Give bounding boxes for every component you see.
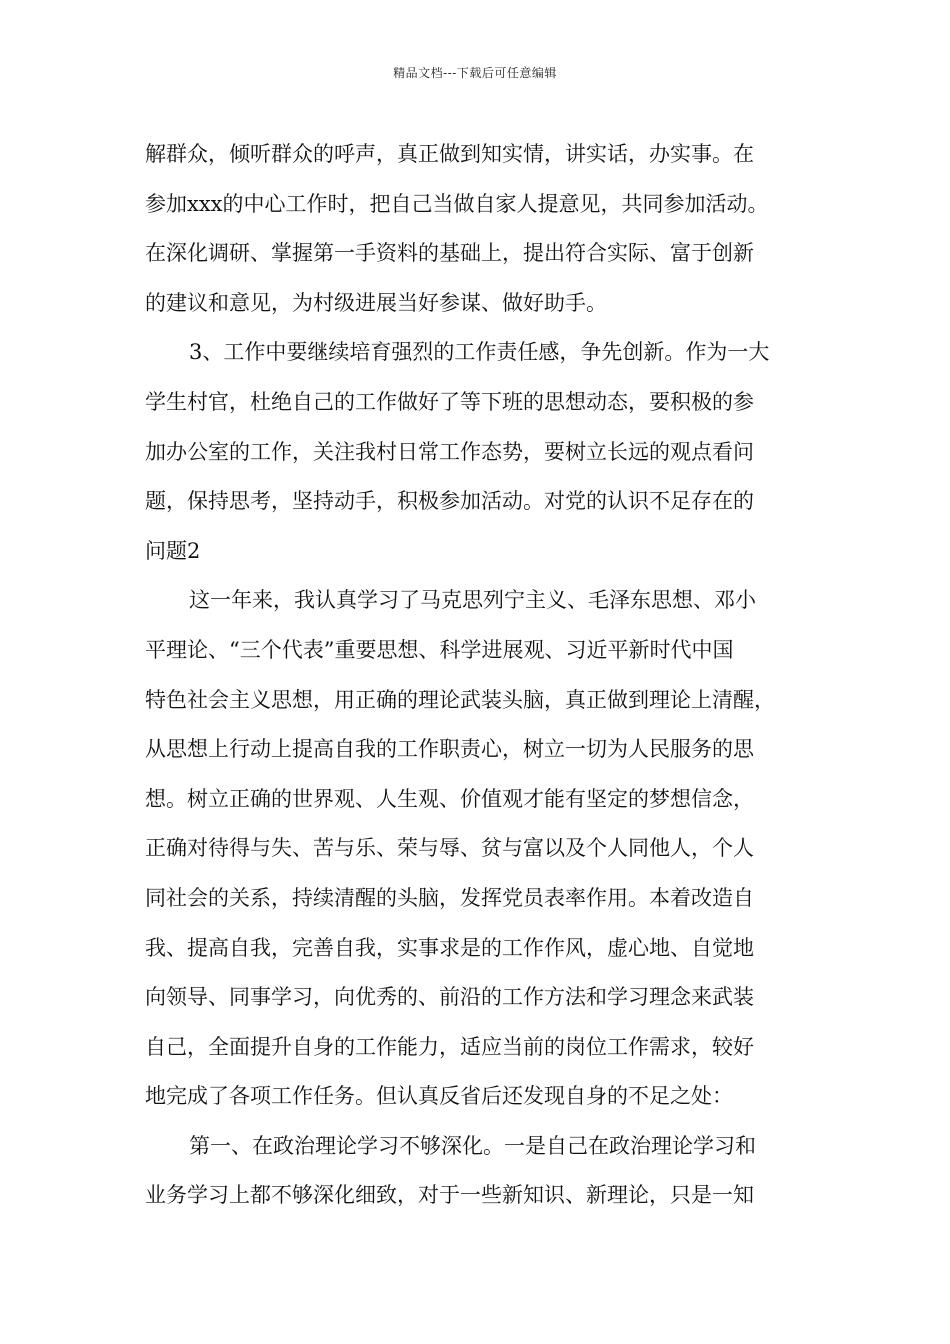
text-line: 地完成了各项工作任务。但认真反省后还发现自身的不足之处： <box>145 1084 733 1109</box>
text-line: 学生村官，杜绝自己的工作做好了等下班的思想动态，要积极的参 <box>145 389 754 414</box>
text-line: 我、提高自我，完善自我，实事求是的工作作风，虚心地、自觉地 <box>145 935 754 960</box>
page-header: 精品文档---下载后可任意编辑 <box>393 66 557 80</box>
text-line: 平理论、“三个代表”重要思想、科学进展观、习近平新时代中国 <box>145 637 734 662</box>
text-line: 问题2 <box>145 538 201 563</box>
text-line: 自己，全面提升自身的工作能力，适应当前的岗位工作需求，较好 <box>145 1034 754 1059</box>
text-line: 业务学习上都不够深化细致，对于一些新知识、新理论，只是一知 <box>145 1183 754 1208</box>
document-body <box>145 130 810 1221</box>
text-line: 特色社会主义思想，用正确的理论武装头脑，真正做到理论上清醒， <box>145 687 775 712</box>
text-line: 同社会的关系，持续清醒的头脑，发挥党员表率作用。本着改造自 <box>145 885 754 910</box>
text-line: 的建议和意见，为村级进展当好参谋、做好助手。 <box>145 290 607 315</box>
text-line: 在深化调研、掌握第一手资料的基础上，提出符合实际、富于创新 <box>145 241 754 266</box>
text-line: 向领导、同事学习，向优秀的、前沿的工作方法和学习理念来武装 <box>145 985 754 1010</box>
text-line: 参加xxx的中心工作时，把自己当做自家人提意见，共同参加活动。 <box>145 191 769 216</box>
text-line: 第一、在政治理论学习不够深化。一是自己在政治理论学习和 <box>189 1133 756 1158</box>
text-line: 正确对待得与失、苦与乐、荣与辱、贫与富以及个人同他人，个人 <box>145 836 754 861</box>
text-line: 加办公室的工作，关注我村日常工作态势，要树立长远的观点看问 <box>145 439 754 464</box>
text-line: 这一年来，我认真学习了马克思列宁主义、毛泽东思想、邓小 <box>189 588 756 613</box>
text-line: 题，保持思考，坚持动手，积极参加活动。对党的认识不足存在的 <box>145 489 754 514</box>
text-line: 解群众，倾听群众的呼声，真正做到知实情，讲实话，办实事。在 <box>145 142 754 166</box>
text-line: 想。树立正确的世界观、人生观、价值观才能有坚定的梦想信念， <box>145 786 754 811</box>
text-line: 从思想上行动上提高自我的工作职责心，树立一切为人民服务的思 <box>145 737 754 762</box>
text-line: 3、工作中要继续培育强烈的工作责任感，争先创新。作为一大 <box>189 340 770 365</box>
